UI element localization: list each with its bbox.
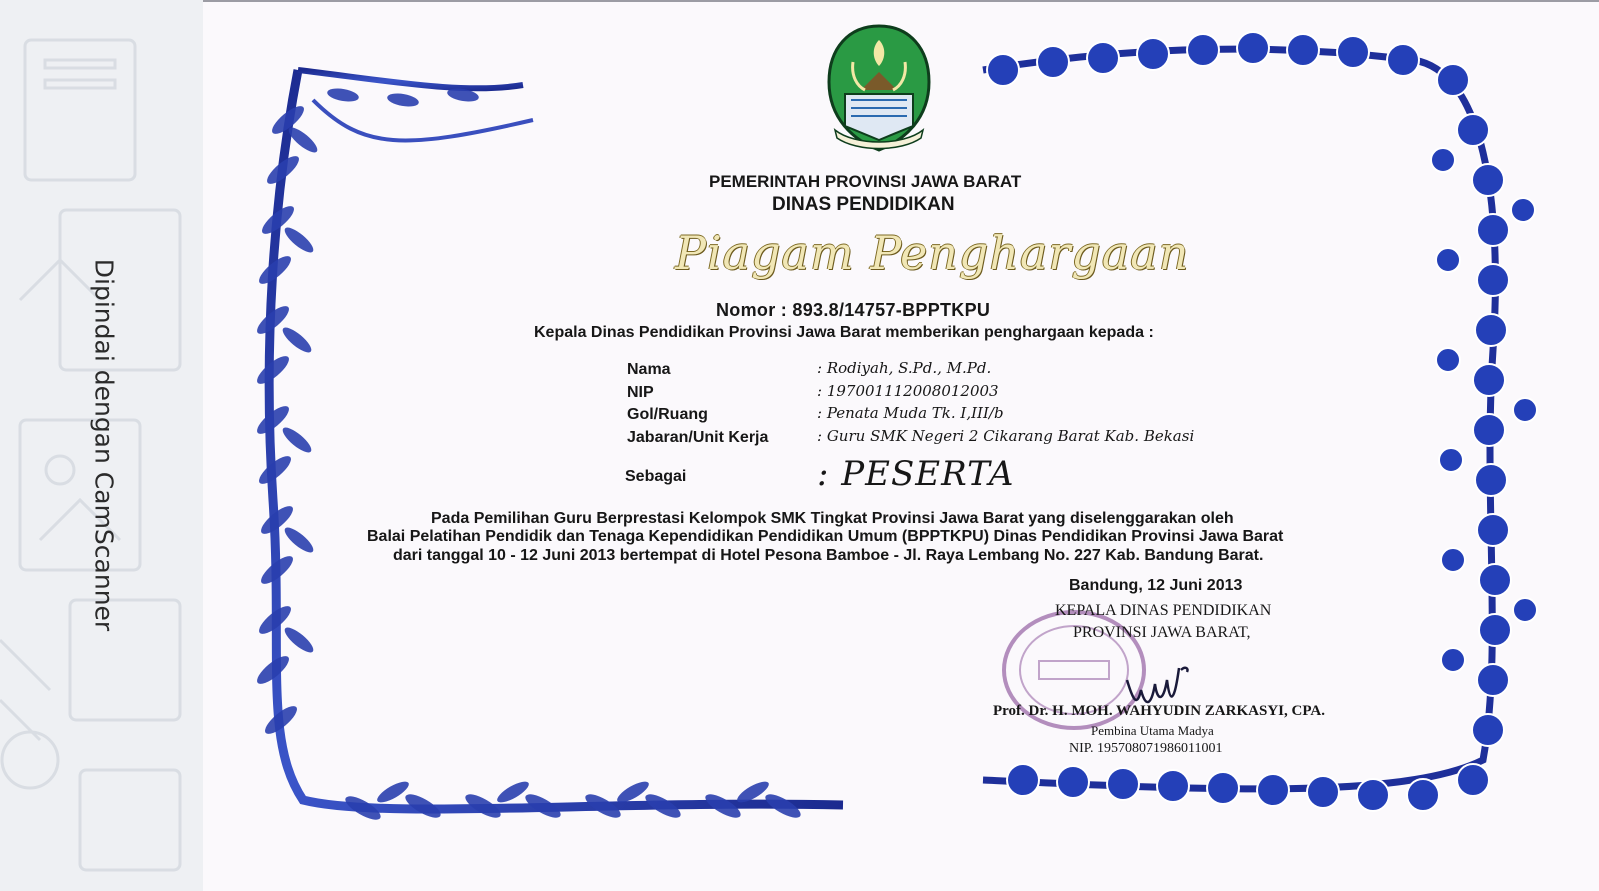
official-title-line-1: KEPALA DINAS PENDIDIKAN	[1055, 602, 1272, 619]
body-line-3: dari tanggal 10 - 12 Juni 2013 bertempat di Hotel Pesona Bamboe - Jl. Raya Lembang No. 227 Kab. Bandung Barat.	[393, 547, 1264, 564]
body-line-2: Balai Pelatihan Pendidik dan Tenaga Kependidikan Pendidikan Umum (BPPTKPU) Dinas Pendidikan Provinsi Jawa Barat	[367, 528, 1284, 545]
certificate-number: Nomor : 893.8/14757-BPPTKPU	[716, 300, 991, 320]
field-label-unit-kerja: Jabaran/Unit Kerja	[627, 429, 769, 446]
issuer-line-2: DINAS PENDIDIKAN	[772, 194, 955, 215]
issuer-line-1: PEMERINTAH PROVINSI JAWA BARAT	[709, 172, 1022, 191]
field-value-gol-ruang: : Penata Muda Tk. I,III/b	[817, 404, 1004, 422]
field-value-nama: : Rodiyah, S.Pd., M.Pd.	[817, 359, 992, 377]
field-label-nip: NIP	[627, 384, 654, 401]
place-date: Bandung, 12 Juni 2013	[1069, 577, 1243, 594]
role-label: Sebagai	[625, 468, 687, 485]
signer-rank: Pembina Utama Madya	[1091, 723, 1214, 738]
certificate-title: Piagam Penghargaan	[675, 226, 1190, 280]
field-value-unit-kerja: : Guru SMK Negeri 2 Cikarang Barat Kab. Bekasi	[817, 427, 1195, 445]
camscanner-watermark: Dipindai dengan CamScanner	[89, 258, 119, 632]
intro-text: Kepala Dinas Pendidikan Provinsi Jawa Barat memberikan penghargaan kepada :	[534, 324, 1154, 341]
body-line-1: Pada Pemilihan Guru Berprestasi Kelompok SMK Tingkat Provinsi Jawa Barat yang diselenggarakan oleh	[431, 510, 1234, 527]
field-label-nama: Nama	[627, 361, 671, 378]
official-title-line-2: PROVINSI JAWA BARAT,	[1073, 624, 1251, 641]
role-value: : PESERTA	[817, 454, 1015, 494]
signer-nip: NIP. 195708071986011001	[1069, 741, 1223, 756]
field-value-nip: : 197001112008012003	[817, 382, 999, 400]
field-label-gol-ruang: Gol/Ruang	[627, 406, 708, 423]
scanner-sidebar	[0, 0, 203, 891]
signer-name: Prof. Dr. H. MOH. WAHYUDIN ZARKASYI, CPA.	[993, 703, 1325, 719]
certificate-page	[203, 0, 1599, 891]
jawa-barat-emblem-icon	[825, 22, 933, 154]
